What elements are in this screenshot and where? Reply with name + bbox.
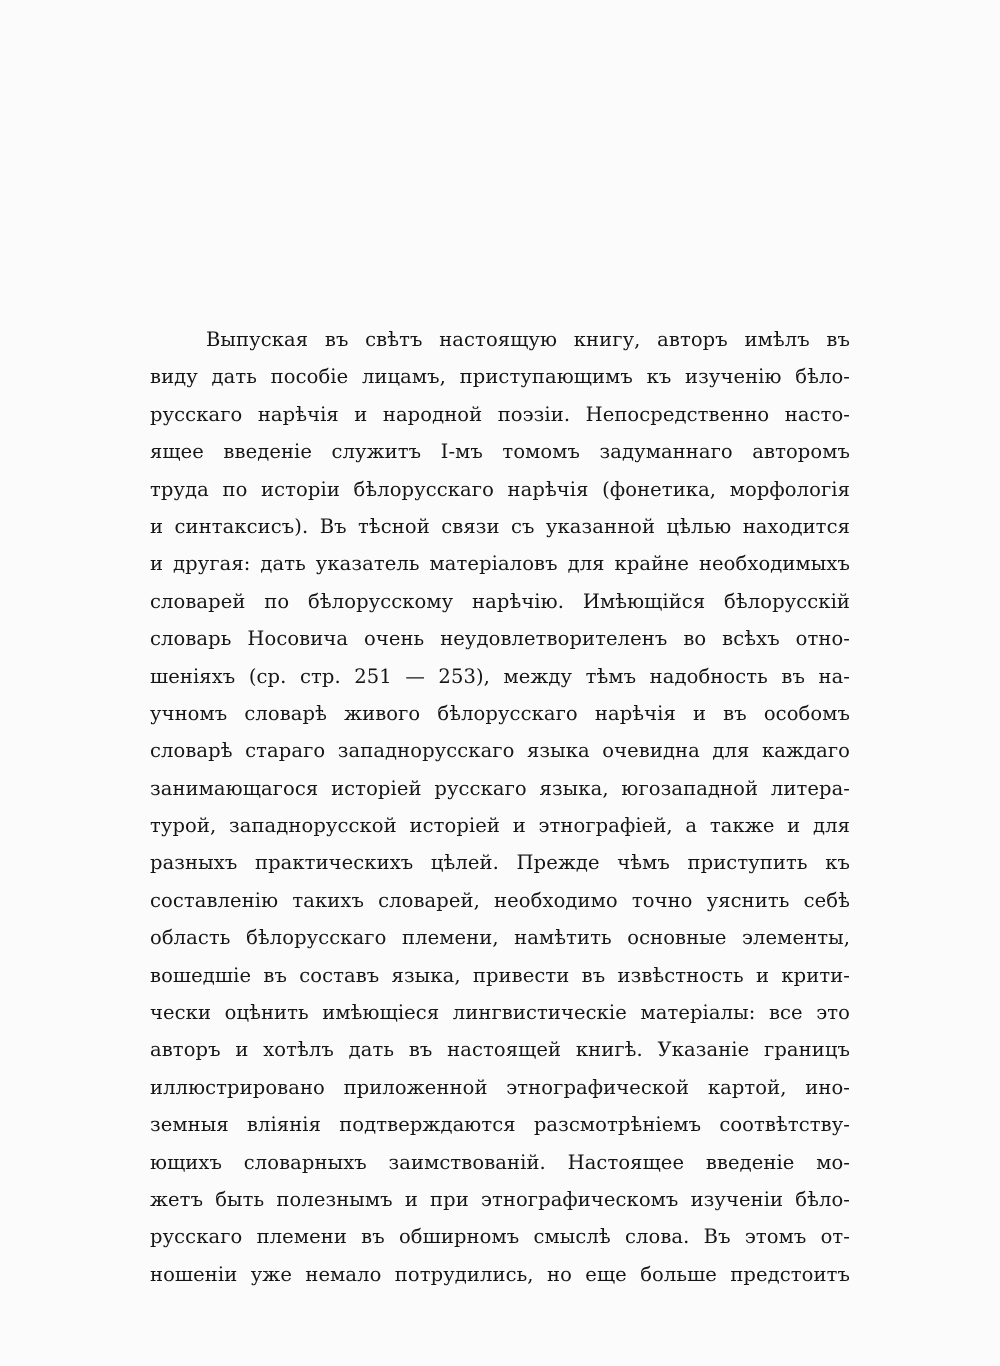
text-line-5: труда по исторіи бѣлорусскаго нарѣчія (фонетика, морфологія xyxy=(150,477,850,501)
text-line-13: занимающагося исторіей русскаго языка, югозападной литера- xyxy=(150,776,850,800)
text-line-19: чески оцѣнить имѣющіеся лингвистическіе матеріалы: все это xyxy=(150,1001,850,1025)
text-line-7: и другая: дать указатель матеріаловъ для крайне необходимыхъ xyxy=(150,552,850,576)
text-line-26: ношеніи уже немало потрудились, но еще больше предстоитъ xyxy=(150,1262,850,1286)
text-line-6: и синтаксисъ). Въ тѣсной связи съ указанной цѣлью находится xyxy=(150,514,850,538)
text-line-16: составленію такихъ словарей, необходимо точно уяснить себѣ xyxy=(150,888,850,912)
text-line-4: ящее введеніе служитъ I-мъ томомъ задуманнаго авторомъ xyxy=(150,440,850,464)
text-line-9: словарь Носовича очень неудовлетворителенъ во всѣхъ отно- xyxy=(150,627,850,651)
paragraph xyxy=(150,321,850,1293)
text-line-18: вошедшіе въ составъ языка, привести въ извѣстность и крити- xyxy=(150,963,850,987)
text-line-8: словарей по бѣлорусскому нарѣчію. Имѣющійся бѣлорусскій xyxy=(150,589,850,613)
text-line-11: учномъ словарѣ живого бѣлорусскаго нарѣчія и въ особомъ xyxy=(150,701,850,725)
text-line-2: виду дать пособіе лицамъ, приступающимъ къ изученію бѣло- xyxy=(150,365,850,389)
text-line-17: область бѣлорусскаго племени, намѣтить основные элементы, xyxy=(150,926,850,950)
text-line-1: Выпуская въ свѣтъ настоящую книгу, авторъ имѣлъ въ xyxy=(206,328,850,351)
text-line-3: русскаго нарѣчія и народной поэзіи. Непосредственно насто- xyxy=(150,402,850,426)
text-line-10: шеніяхъ (ср. стр. 251 — 253), между тѣмъ надобность въ на- xyxy=(150,664,850,688)
text-line-20: авторъ и хотѣлъ дать въ настоящей книгѣ. Указаніе границъ xyxy=(150,1038,850,1062)
text-line-12: словарѣ стараго западнорусскаго языка очевидна для каждаго xyxy=(150,739,850,763)
text-line-22: земныя вліянія подтверждаются разсмотрѣніемъ соотвѣтству- xyxy=(150,1113,850,1137)
text-line-21: иллюстрировано приложенной этнографической картой, ино- xyxy=(150,1075,850,1099)
text-line-25: русскаго племени въ обширномъ смыслѣ слова. Въ этомъ от- xyxy=(150,1225,850,1249)
text-line-14: турой, западнорусской исторіей и этнографіей, а также и для xyxy=(150,814,850,838)
text-line-15: разныхъ практическихъ цѣлей. Прежде чѣмъ приступить къ xyxy=(150,851,850,875)
text-line-23: ющихъ словарныхъ заимствованій. Настоящее введеніе мо- xyxy=(150,1150,850,1174)
text-line-24: жетъ быть полезнымъ и при этнографическомъ изученіи бѣло- xyxy=(150,1187,850,1211)
